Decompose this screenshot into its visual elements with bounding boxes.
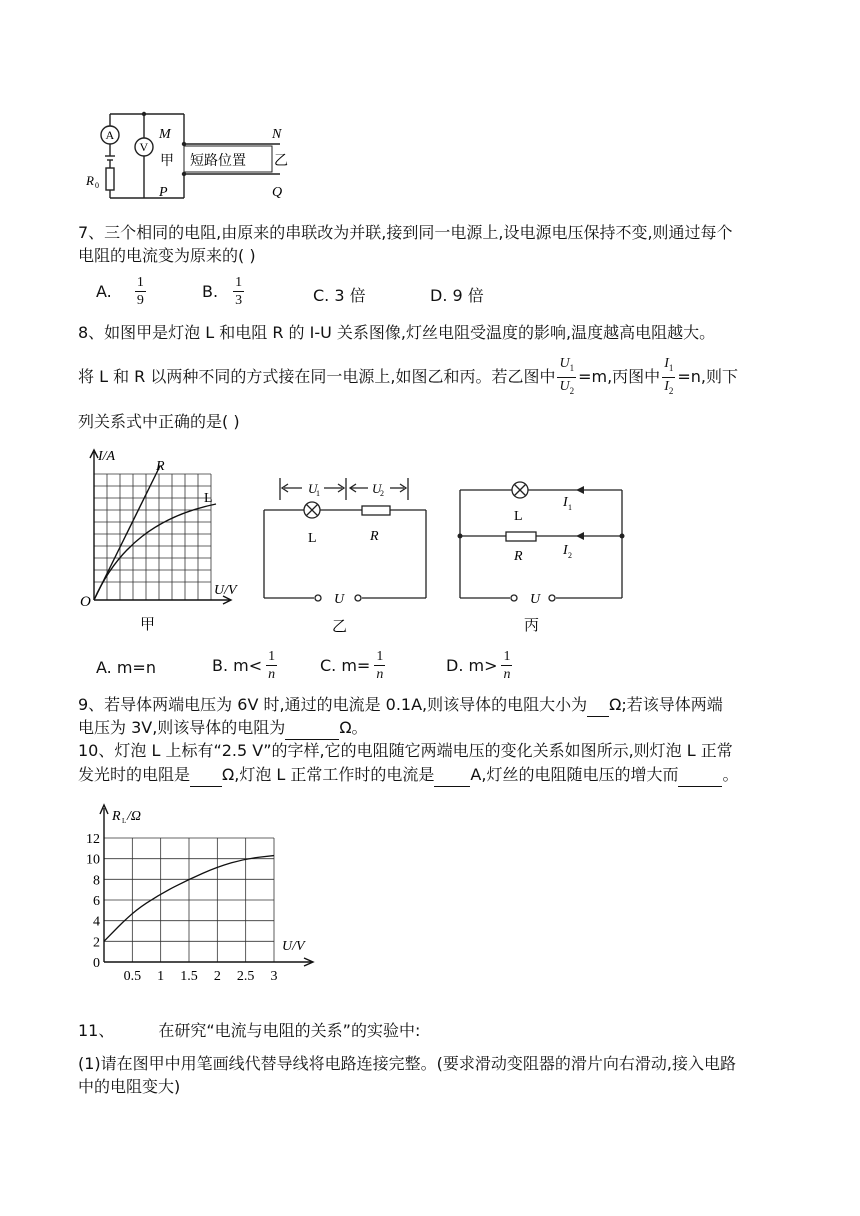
- ammeter-label: A: [105, 128, 115, 142]
- q7-option-c: C. 3 倍: [313, 286, 366, 305]
- y-tick-label: 10: [86, 852, 100, 868]
- q8-option-c: C. m= $\frac{1}{n}$: [320, 649, 384, 682]
- q8-option-b: B. m< $\frac{1}{n}$: [212, 649, 276, 682]
- bing-i2-sub: 2: [568, 551, 572, 560]
- q10-line2: 发光时的电阻是 Ω,灯泡 L 正常工作时的电流是 A,灯丝的电阻随电压的增大而 。: [78, 764, 738, 787]
- q8-line2: 将 L 和 R 以两种不同的方式接在同一电源上,如图乙和丙。若乙图中 $\frac{U_1}{U_2}$ =m,丙图中 $\frac{I_1}{I_2}$ =n,则下: [78, 356, 738, 396]
- bing-source-label: U: [530, 592, 541, 607]
- y-tick-label: 2: [93, 935, 100, 951]
- y-tick-label: 0: [93, 956, 100, 971]
- q7-line1: 7、三个相同的电阻,由原来的串联改为并联,接到同一电源上,设电源电压保持不变,则通过每个: [78, 223, 733, 242]
- q7-line2: 电阻的电流变为原来的( ): [78, 246, 256, 265]
- q8-line3: 列关系式中正确的是( ): [78, 412, 240, 431]
- q11-line1: 11、 在研究“电流与电阻的关系”的实验中:: [78, 1021, 421, 1040]
- bing-lamp-label: L: [514, 509, 523, 524]
- y-tick-label: 12: [86, 832, 100, 847]
- point-n: N: [272, 127, 282, 142]
- bing-i1-sub: 1: [568, 503, 572, 512]
- chart-ylabel-unit: /Ω: [127, 809, 142, 824]
- yi-u2: U: [372, 481, 382, 496]
- r0-label: R: [86, 173, 94, 188]
- yi-lamp-label: L: [308, 531, 317, 546]
- x-tick-label: 2: [213, 969, 221, 984]
- label-yi: 乙: [274, 154, 288, 169]
- yi-u1-sub: 1: [316, 489, 320, 498]
- y-tick-label: 4: [93, 914, 100, 930]
- q8-line1: 8、如图甲是灯泡 L 和电阻 R 的 I-U 关系图像,灯丝电阻受温度的影响,温度越高电阻越大。: [78, 323, 716, 342]
- iu-graph-jia: [78, 446, 238, 636]
- q8-option-d: D. m> $\frac{1}{n}$: [446, 649, 511, 682]
- x-tick-label: 1.5: [180, 969, 198, 984]
- q7-option-a: A. $\frac{1}{9}$: [96, 275, 144, 308]
- x-tick-label: 0.5: [123, 969, 142, 984]
- q10-line1: 10、灯泡 L 上标有“2.5 V”的字样,它的电阻随它两端电压的变化关系如图所示,则灯泡 L 正常: [78, 741, 733, 760]
- short-circuit-figure: [80, 108, 300, 204]
- q9-line1: 9、若导体两端电压为 6V 时,通过的电流是 0.1A,则该导体的电阻大小为 Ω;若该导体两端: [78, 694, 723, 717]
- bing-resistor-label: R: [514, 549, 523, 564]
- yi-resistor-label: R: [370, 529, 379, 544]
- bing-i2: I: [563, 543, 568, 558]
- voltmeter-label: V: [139, 140, 149, 154]
- q7-option-d: D. 9 倍: [430, 286, 484, 305]
- q11-line2: (1)请在图甲中用笔画线代替导线将电路连接完整。(要求滑动变阻器的滑片向右滑动,接入电路: [78, 1054, 736, 1073]
- q11-line3: 中的电阻变大): [78, 1077, 181, 1096]
- jia-xlabel: U/V: [214, 583, 237, 598]
- point-p: P: [159, 185, 168, 200]
- series-circuit-yi: [258, 468, 438, 636]
- x-tick-label: 1: [157, 969, 165, 984]
- q9-line2: 电压为 3V,则该导体的电阻为 Ω。: [78, 717, 368, 740]
- parallel-circuit-bing: [452, 474, 632, 636]
- chart-xlabel: U/V: [282, 939, 305, 954]
- point-q: Q: [272, 185, 283, 200]
- jia-caption: 甲: [140, 617, 156, 633]
- jia-ylabel: I/A: [98, 449, 116, 464]
- chart-ylabel-sub: L: [122, 817, 127, 825]
- yi-u2-sub: 2: [380, 489, 384, 498]
- yi-caption: 乙: [332, 619, 348, 635]
- x-tick-label: 3: [270, 969, 278, 984]
- yi-u1: U: [308, 481, 318, 496]
- short-position-label: 短路位置: [190, 154, 246, 169]
- jia-r-label: R: [156, 459, 165, 474]
- bing-caption: 丙: [524, 618, 540, 634]
- q7-option-b: B. $\frac{1}{3}$: [202, 275, 243, 308]
- r0-sub: 0: [95, 181, 99, 190]
- bing-i1: I: [563, 495, 568, 510]
- yi-source-label: U: [334, 592, 345, 607]
- resistance-voltage-chart: [84, 800, 324, 990]
- point-m: M: [159, 127, 171, 142]
- y-tick-label: 6: [93, 894, 100, 909]
- jia-l-label: L: [204, 491, 213, 506]
- jia-origin: O: [80, 594, 91, 610]
- x-tick-label: 2.5: [236, 969, 255, 984]
- label-jia: 甲: [160, 154, 174, 169]
- q8-option-a: A. m=n: [96, 658, 156, 677]
- chart-ylabel: R: [112, 809, 121, 824]
- y-tick-label: 8: [93, 873, 100, 889]
